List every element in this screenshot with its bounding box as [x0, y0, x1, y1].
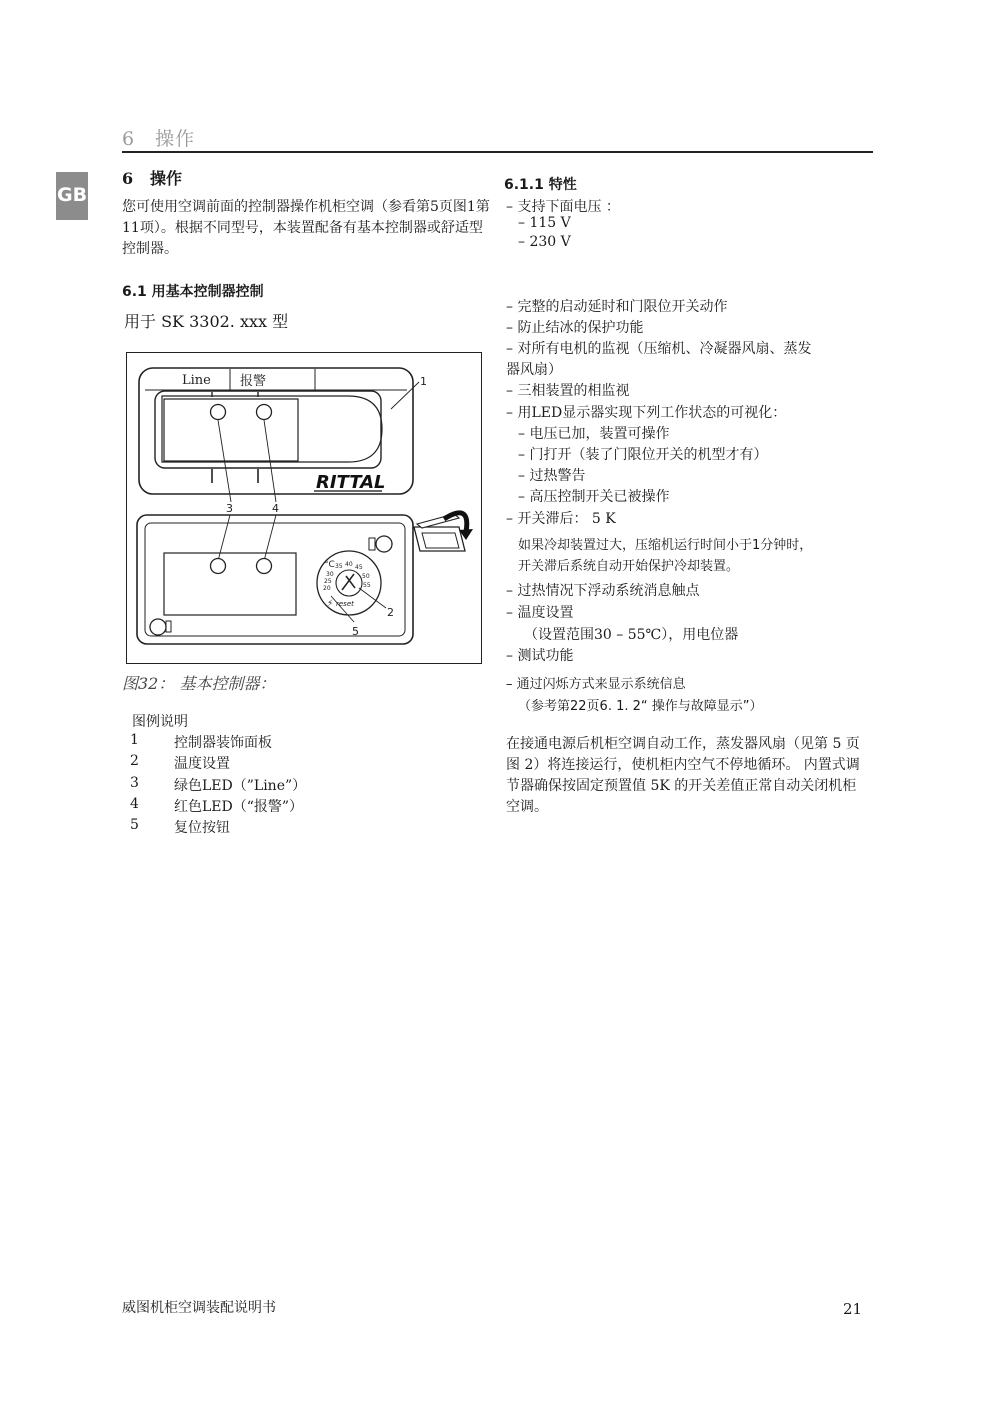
legend-item-text: 复位按钮	[174, 820, 230, 836]
callout-4: 4	[272, 502, 279, 515]
figure-caption: 图32： 基本控制器：	[122, 674, 276, 693]
feature-item: – 用LED显示器实现下列工作状态的可视化：	[506, 405, 787, 421]
legend-title: 图例说明	[132, 714, 188, 730]
svg-text:55: 55	[363, 582, 371, 589]
svg-text:40: 40	[345, 561, 353, 568]
legend-item-text: 温度设置	[174, 756, 230, 772]
svg-text:50: 50	[362, 573, 370, 580]
rittal-logo: RITTAL	[316, 472, 386, 493]
feature-item: – 温度设置	[506, 605, 574, 621]
legend-item-number: 5	[130, 817, 139, 833]
voltage-item: – 230 V	[518, 234, 571, 250]
page-number: 21	[843, 1300, 863, 1318]
feature-subitem: – 电压已加，装置可操作	[518, 426, 670, 442]
feature-item: – 三相装置的相监视	[506, 383, 630, 399]
flash-note: – 通过闪烁方式来显示系统信息	[506, 677, 686, 692]
feature-subitem: – 门打开（装了门限位开关的机型才有）	[518, 447, 768, 463]
legend-item-text: 控制器装饰面板	[174, 735, 272, 751]
section-6-number: 6	[122, 169, 134, 188]
controller-figure	[126, 352, 482, 664]
label-alarm: 报警	[240, 374, 267, 389]
legend-item-text: 绿色LED（”Line”）	[174, 778, 307, 794]
section-6-title: 操作	[150, 169, 183, 188]
model-line: 用于 SK 3302. xxx 型	[124, 312, 289, 331]
section-6-heading	[122, 166, 182, 189]
green-led-body-icon	[211, 559, 226, 574]
red-led-body-icon	[257, 559, 272, 574]
feature-item: – 过热情况下浮动系统消息触点	[506, 583, 700, 599]
legend-item-number: 3	[130, 775, 139, 791]
voltage-lead: – 支持下面电压 ：	[506, 199, 620, 215]
flash-note: （参考第22页6. 1. 2“ 操作与故障显示”）	[518, 699, 763, 714]
svg-text:45: 45	[355, 564, 363, 571]
reset-button-icon	[150, 619, 166, 635]
callout-2: 2	[387, 606, 394, 619]
feature-item: – 开关滞后： 5 K	[506, 511, 616, 527]
hysteresis-note: 如果冷却装置过大，压缩机运行时间小于1分钟时，	[518, 538, 813, 553]
feature-item: – 防止结冰的保护功能	[506, 320, 644, 336]
callout-3: 3	[226, 502, 233, 515]
feature-subitem: – 过热警告	[518, 468, 586, 484]
reset-label: reset	[336, 600, 354, 608]
header-rule	[122, 151, 873, 153]
callout-5: 5	[352, 625, 359, 638]
legend-item-number: 2	[130, 753, 139, 769]
svg-text:25: 25	[324, 578, 332, 585]
feature-item: – 对所有电机的监视（压缩机、冷凝器风扇、蒸发	[506, 341, 812, 357]
running-header: 6 操作	[122, 128, 196, 150]
green-led-icon	[211, 405, 226, 420]
legend-item-number: 4	[130, 796, 139, 812]
knob-icon	[376, 536, 392, 552]
red-led-icon	[257, 405, 272, 420]
feature-item: 器风扇）	[506, 362, 562, 378]
feature-subitem: – 高压控制开关已被操作	[518, 489, 670, 505]
svg-text:35: 35	[335, 563, 343, 570]
hysteresis-note: 开关滞后系统自动开始保护冷却装置。	[518, 559, 740, 574]
svg-text:30: 30	[326, 571, 334, 578]
label-line: Line	[182, 373, 211, 388]
svg-text:⚡: ⚡	[327, 599, 334, 609]
voltage-item: – 115 V	[518, 215, 571, 231]
svg-text:°C: °C	[324, 560, 335, 570]
language-tab-label: GB	[57, 184, 88, 206]
feature-subitem: （设置范围30 – 55℃），用电位器	[524, 627, 739, 643]
callout-1: 1	[420, 375, 427, 388]
section-6-1-heading: 6.1 用基本控制器控制	[122, 284, 264, 300]
feature-item: – 测试功能	[506, 648, 574, 664]
svg-text:20: 20	[323, 585, 331, 592]
intro-paragraph: 您可使用空调前面的控制器操作机柜空调（参看第5页图1第11项）。根据不同型号，本装置配备有基本控制器或舒适型控制器。	[122, 199, 490, 257]
operation-paragraph: 在接通电源后机柜空调自动工作，蒸发器风扇（见第 5 页图 2）将连接运行，使机柜内空气不停地循环。 内置式调节器确保按固定预置值 5K 的开关差值正常自动关闭机柜空调。	[506, 736, 860, 815]
feature-item: – 完整的启动延时和门限位开关动作	[506, 299, 728, 315]
footer-doc-title: 威图机柜空调装配说明书	[122, 1300, 276, 1316]
section-6-1-1-heading: 6.1.1 特性	[504, 177, 577, 193]
legend-item-number: 1	[130, 732, 139, 748]
legend-item-text: 红色LED（“报警”）	[174, 799, 304, 815]
